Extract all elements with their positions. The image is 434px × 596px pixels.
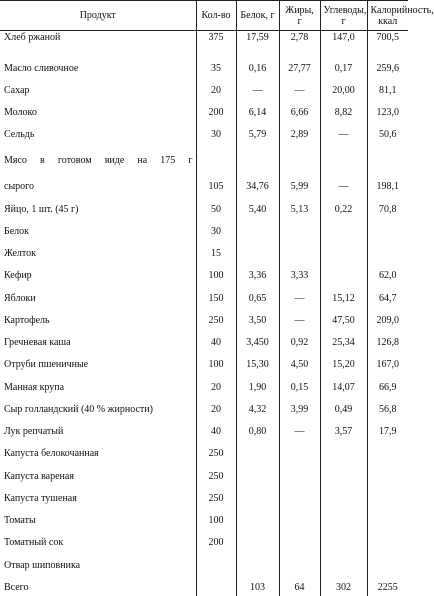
table-row (0, 462, 408, 484)
table-row (0, 440, 408, 462)
cell-fat (279, 551, 320, 573)
cell-calories: 700,5 (367, 31, 408, 55)
cell-fat (279, 240, 320, 262)
cell-protein: 0,80 (236, 418, 279, 440)
table-body (0, 31, 408, 596)
cell-fat (279, 440, 320, 462)
cell-quantity: 250 (196, 307, 236, 329)
cell-quantity: 100 (196, 262, 236, 284)
cell-quantity (196, 574, 236, 596)
cell-carbs (320, 462, 367, 484)
cell-protein (236, 240, 279, 262)
cell-quantity: 100 (196, 351, 236, 373)
table-row (0, 169, 408, 195)
cell-protein: 5,79 (236, 121, 279, 143)
cell-product: Сыр голландский (40 % жирности) (4, 403, 153, 415)
cell-protein: — (236, 77, 279, 99)
cell-fat (279, 529, 320, 551)
cell-protein: 0,65 (236, 284, 279, 306)
table-row (0, 195, 408, 217)
cell-product: Хлеб ржаной (4, 32, 61, 43)
cell-protein: 0,16 (236, 54, 279, 76)
header-fat: Жиры, г (279, 1, 320, 31)
cell-calories (367, 240, 408, 262)
cell-calories (367, 485, 408, 507)
cell-carbs: — (320, 169, 367, 195)
cell-calories: 126,8 (367, 329, 408, 351)
cell-calories (367, 143, 408, 169)
cell-product: Капуста белокочанная (4, 448, 99, 460)
cell-quantity: 20 (196, 373, 236, 395)
cell-calories: 209,0 (367, 307, 408, 329)
table-row (0, 54, 408, 76)
cell-carbs (320, 529, 367, 551)
cell-protein: 3,50 (236, 307, 279, 329)
header-product: Продукт (0, 1, 196, 31)
cell-protein (236, 143, 279, 169)
table-row (0, 329, 408, 351)
cell-protein: 17,59 (236, 31, 279, 55)
cell-calories (367, 507, 408, 529)
cell-calories: 259,6 (367, 54, 408, 76)
cell-quantity: 200 (196, 99, 236, 121)
cell-fat (279, 143, 320, 169)
cell-carbs (320, 440, 367, 462)
cell-fat: — (279, 284, 320, 306)
cell-carbs: 0,22 (320, 195, 367, 217)
cell-fat: 2,89 (279, 121, 320, 143)
cell-quantity: 30 (196, 218, 236, 240)
cell-product: Кефир (4, 270, 32, 282)
cell-calories: 81,1 (367, 77, 408, 99)
table-row (0, 262, 408, 284)
cell-fat: 2,78 (279, 31, 320, 55)
cell-protein (236, 507, 279, 529)
header-calories: Калорийность, ккал (367, 1, 408, 31)
cell-carbs: 25,34 (320, 329, 367, 351)
cell-fat: 3,99 (279, 396, 320, 418)
cell-fat: — (279, 418, 320, 440)
cell-protein (236, 529, 279, 551)
cell-product: Мясо в готовом виде на 175 г (4, 155, 193, 167)
cell-carbs: 0,49 (320, 396, 367, 418)
cell-quantity: 15 (196, 240, 236, 262)
cell-fat: 6,66 (279, 99, 320, 121)
cell-carbs: — (320, 121, 367, 143)
cell-product: Отвар шиповника (4, 559, 81, 571)
cell-product: Сельдь (4, 129, 35, 141)
cell-protein: 4,32 (236, 396, 279, 418)
cell-fat: 27,77 (279, 54, 320, 76)
table-row (0, 507, 408, 529)
cell-carbs: 14,07 (320, 373, 367, 395)
cell-protein (236, 462, 279, 484)
cell-protein: 3,36 (236, 262, 279, 284)
cell-protein: 6,14 (236, 99, 279, 121)
cell-quantity: 250 (196, 440, 236, 462)
cell-product: Всего (4, 581, 29, 593)
cell-quantity: 35 (196, 54, 236, 76)
cell-carbs: 15,12 (320, 284, 367, 306)
cell-calories: 50,6 (367, 121, 408, 143)
cell-calories: 62,0 (367, 262, 408, 284)
cell-protein: 34,76 (236, 169, 279, 195)
cell-quantity (196, 143, 236, 169)
cell-protein: 103 (236, 574, 279, 596)
table-row (0, 396, 408, 418)
cell-calories (367, 440, 408, 462)
cell-protein: 1,90 (236, 373, 279, 395)
cell-fat: 3,33 (279, 262, 320, 284)
cell-product: Капуста тушеная (4, 492, 77, 504)
cell-product: сырого (4, 181, 35, 193)
cell-carbs: 47,50 (320, 307, 367, 329)
cell-carbs (320, 143, 367, 169)
table-row (0, 240, 408, 262)
cell-product: Томаты (4, 515, 36, 526)
table-row (0, 31, 408, 55)
table-row (0, 284, 408, 306)
cell-protein: 3,450 (236, 329, 279, 351)
cell-fat: 5,99 (279, 169, 320, 195)
cell-fat: — (279, 77, 320, 99)
cell-product: Масло сливочное (4, 62, 79, 74)
cell-calories: 56,8 (367, 396, 408, 418)
cell-protein (236, 551, 279, 573)
cell-quantity: 200 (196, 529, 236, 551)
cell-calories: 2255 (367, 574, 408, 596)
cell-calories: 64,7 (367, 284, 408, 306)
cell-fat (279, 218, 320, 240)
cell-product: Белок (4, 225, 30, 237)
cell-carbs (320, 507, 367, 529)
cell-calories: 70,8 (367, 195, 408, 217)
cell-product: Манная крупа (4, 381, 65, 393)
cell-quantity: 50 (196, 195, 236, 217)
table-row (0, 218, 408, 240)
cell-quantity: 150 (196, 284, 236, 306)
cell-fat (279, 485, 320, 507)
header-quantity: Кол-во (196, 1, 236, 31)
cell-carbs: 15,20 (320, 351, 367, 373)
cell-product: Картофель (4, 314, 50, 326)
cell-product: Яблоки (4, 292, 36, 304)
table-row (0, 485, 408, 507)
cell-fat: 4,50 (279, 351, 320, 373)
cell-calories: 17,9 (367, 418, 408, 440)
cell-calories (367, 551, 408, 573)
cell-carbs (320, 240, 367, 262)
table-row (0, 551, 408, 573)
cell-carbs (320, 485, 367, 507)
cell-quantity: 40 (196, 418, 236, 440)
cell-protein (236, 218, 279, 240)
cell-product: Сахар (4, 84, 30, 96)
cell-carbs (320, 218, 367, 240)
table-row (0, 121, 408, 143)
cell-calories: 123,0 (367, 99, 408, 121)
cell-quantity: 20 (196, 77, 236, 99)
cell-fat: 0,15 (279, 373, 320, 395)
cell-quantity: 40 (196, 329, 236, 351)
header-carbs: Углеводы, г (320, 1, 367, 31)
cell-fat: — (279, 307, 320, 329)
cell-product: Яйцо, 1 шт. (45 г) (4, 203, 79, 215)
cell-fat: 64 (279, 574, 320, 596)
cell-quantity: 250 (196, 485, 236, 507)
cell-carbs: 8,82 (320, 99, 367, 121)
cell-calories: 167,0 (367, 351, 408, 373)
cell-calories (367, 529, 408, 551)
cell-product: Молоко (4, 107, 37, 118)
table-row (0, 143, 408, 169)
cell-protein: 15,30 (236, 351, 279, 373)
cell-fat: 5,13 (279, 195, 320, 217)
cell-quantity: 30 (196, 121, 236, 143)
cell-carbs (320, 262, 367, 284)
cell-product: Гречневая каша (4, 337, 71, 348)
table-row (0, 373, 408, 395)
cell-quantity: 250 (196, 462, 236, 484)
cell-calories (367, 218, 408, 240)
cell-fat (279, 507, 320, 529)
cell-calories: 66,9 (367, 373, 408, 395)
header-protein: Белок, г (236, 1, 279, 31)
cell-protein (236, 485, 279, 507)
cell-calories (367, 462, 408, 484)
cell-product: Томатный сок (4, 537, 64, 549)
cell-product: Лук репчатый (4, 426, 64, 437)
cell-quantity (196, 551, 236, 573)
table-row (0, 351, 408, 373)
cell-carbs: 20,00 (320, 77, 367, 99)
cell-quantity: 375 (196, 31, 236, 55)
table-row (0, 529, 408, 551)
cell-calories: 198,1 (367, 169, 408, 195)
table-row (0, 307, 408, 329)
cell-product: Отруби пшеничные (4, 359, 89, 371)
cell-protein (236, 440, 279, 462)
table-row (0, 99, 408, 121)
cell-quantity: 100 (196, 507, 236, 529)
cell-product: Капуста вареная (4, 470, 74, 482)
cell-protein: 5,40 (236, 195, 279, 217)
table-header (0, 1, 434, 31)
cell-carbs: 0,17 (320, 54, 367, 76)
cell-product: Желток (4, 248, 36, 259)
cell-carbs (320, 551, 367, 573)
table-row (0, 418, 408, 440)
cell-fat: 0,92 (279, 329, 320, 351)
table-row (0, 77, 408, 99)
cell-carbs: 147,0 (320, 31, 367, 55)
cell-quantity: 105 (196, 169, 236, 195)
cell-carbs: 302 (320, 574, 367, 596)
cell-quantity: 20 (196, 396, 236, 418)
total-row (0, 574, 408, 596)
cell-carbs: 3,57 (320, 418, 367, 440)
cell-fat (279, 462, 320, 484)
